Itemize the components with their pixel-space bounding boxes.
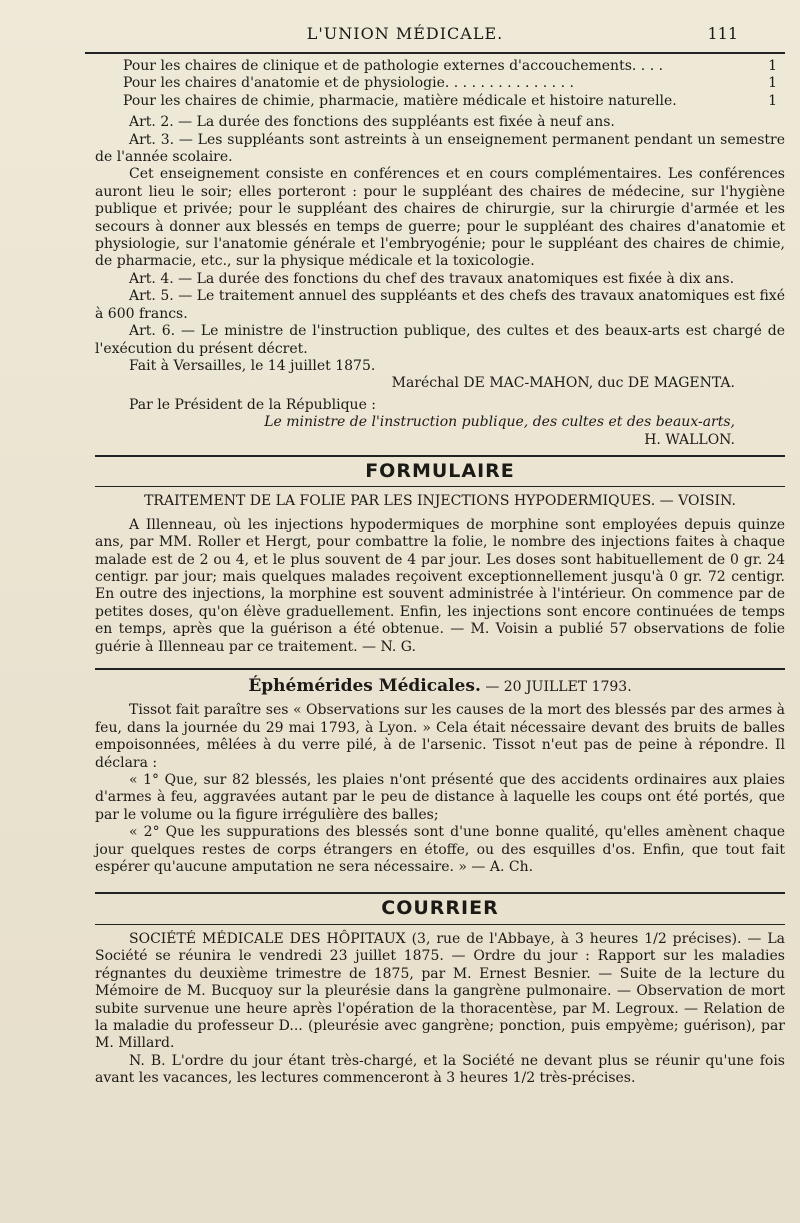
suppleants-list	[95, 58, 785, 110]
header-rule	[85, 52, 785, 54]
list-item	[95, 75, 785, 92]
ephemerides-heading-row	[95, 678, 785, 696]
minister-name: H. WALLON.	[644, 431, 735, 448]
courrier-heading: COURRIER	[381, 897, 499, 920]
formulaire-text: A Illenneau, où les injections hypodermiques de morphine sont employées depuis quinze ans, par MM. Roller et Hergt, pour combattre la folie, le nombre des injections faites à chaque malade est de 2 ou 4, et le plus souvent de 4 par jour. Les doses sont habituellement de 0 gr. 24 centigr. par jour; mais quelques malades reçoivent exceptionnellement jusqu'à 0 gr. 72 centigr. En outre des injections, la morphine est souvent administrée à l'intérieur. On commence par de petites doses, qu'on élève graduellement. Enfin, les injections sont encore continuées de temps en temps, après que la guérison a été obtenue. — M. Voisin a publié 57 observations de folie guérie à Illenneau par ce traitement. — N. G.	[95, 516, 785, 655]
section-divider	[95, 892, 785, 894]
ephemerides-paragraph: Tissot fait paraître ses « Observations sur les causes de la mort des blessés par des armes à feu, dans la journée du 29 mai 1793, à Lyon. » Cela était nécessaire devant des bruits de balles empoisonnées, mêlées à du verre pilé, à de l'arsenic. Tissot n'eut pas de peine à répondre. Il déclara :	[95, 702, 785, 771]
courrier-paragraph	[95, 931, 785, 1053]
formulaire-subheading: TRAITEMENT DE LA FOLIE PAR LES INJECTIONS HYPODERMIQUES. — VOISIN.	[144, 493, 736, 510]
section-divider	[95, 486, 785, 487]
minister-title: Le ministre de l'instruction publique, des cultes et des beaux-arts,	[264, 414, 735, 431]
marshal-signature: Maréchal DE MAC-MAHON, duc DE MAGENTA.	[391, 375, 735, 392]
running-head	[80, 20, 738, 46]
article-5: Art. 5. — Le traitement annuel des suppléants et des chefs des travaux anatomiques est fixé à 600 francs.	[95, 288, 785, 322]
list-item-count: 1	[768, 75, 777, 92]
list-item-label: Pour les chaires de chimie, pharmacie, matière médicale et histoire naturelle.	[123, 92, 677, 109]
page-number: 111	[707, 24, 738, 43]
list-item-label: Pour les chaires d'anatomie et de physiologie. . . . . . . . . . . . . . .	[123, 75, 574, 92]
ephemerides-paragraph: « 1° Que, sur 82 blessés, les plaies n'ont présenté que des accidents ordinaires aux plaies d'armes à feu, aggravées autant par le peu de distance à laquelle les coups ont été portés, que par le volume ou la figure irrégulière des balles;	[95, 772, 785, 823]
journal-title: L'UNION MÉDICALE.	[306, 24, 504, 43]
society-name: SOCIÉTÉ MÉDICALE DES HÔPITAUX	[129, 930, 406, 947]
list-item	[95, 93, 785, 110]
article-2: Art. 2. — La durée des fonctions des suppléants est fixée à neuf ans.	[129, 114, 615, 131]
list-item-label: Pour les chaires de clinique et de pathologie externes d'accouchements. . . .	[123, 58, 664, 74]
formulaire-heading: FORMULAIRE	[365, 459, 515, 482]
by-president: Par le Président de la République :	[129, 396, 377, 413]
section-divider	[95, 455, 785, 457]
article-3-continuation: Cet enseignement consiste en conférences et en cours complémentaires. Les conférences auront lieu le soir; elles porteront : pour le suppléant des chaires de médecine, sur l'hygiène publique et privée; pour le suppléant des chaires de chirurgie, sur la chirurgie d'armée et les secours à donner aux blessés en temps de guerre; pour le suppléant des chaires d'anatomie et physiologie, sur l'anatomie générale et l'embryogénie; pour le suppléant des chaires de chimie, de pharmacie, etc., sur la physique médicale et la toxicologie.	[95, 166, 785, 270]
courrier-text: (3, rue de l'Abbaye, à 3 heures 1/2 précises). — La Société se réunira le vendredi 23 juillet 1875. — Ordre du jour : Rapport sur les maladies régnantes du deuxième trimestre de 1875, par M. Ernest Besnier. — Suite de la lecture du Mémoire de M. Bucquoy sur la pleurésie dans la gangrène pulmonaire. — Observation de mort subite survenue une heure après l'opération de la thoracentèse, par M. Legroux. — Relation de la maladie du professeur D... (pleurésie avec gangrène; ponction, puis empyème; guérison), par M. Millard.	[95, 930, 785, 1052]
article-4: Art. 4. — La durée des fonctions du chef des travaux anatomiques est fixée à dix ans.	[129, 270, 735, 287]
article-3: Art. 3. — Les suppléants sont astreints à un enseignement permanent pendant un semestre de l'année scolaire.	[95, 131, 785, 166]
ephemerides-heading: Éphémérides Médicales.	[248, 676, 481, 696]
ephemerides-paragraph: « 2° Que les suppurations des blessés sont d'une bonne qualité, qu'elles amènent chaque jour quelques restes de corps étrangers en étoffe, ou des esquilles d'os. Enfin, que tout fait espérer qu'aucune amputation ne sera nécessaire. » — A. Ch.	[95, 824, 785, 876]
page-body	[95, 58, 785, 1088]
ephemerides-date: — 20 JUILLET 1793.	[485, 679, 632, 695]
list-item-count: 1	[768, 58, 777, 74]
courrier-note: N. B. L'ordre du jour étant très-chargé, et la Société ne devant plus se réunir qu'une fois avant les vacances, les lectures commenceront à 3 heures 1/2 très-précises.	[95, 1052, 785, 1087]
section-divider	[95, 668, 785, 670]
article-6: Art. 6. — Le ministre de l'instruction publique, des cultes et des beaux-arts est chargé de l'exécution du présent décret.	[95, 323, 785, 357]
list-item	[95, 58, 785, 75]
signed-at: Fait à Versailles, le 14 juillet 1875.	[129, 357, 376, 374]
list-item-count: 1	[768, 92, 777, 109]
